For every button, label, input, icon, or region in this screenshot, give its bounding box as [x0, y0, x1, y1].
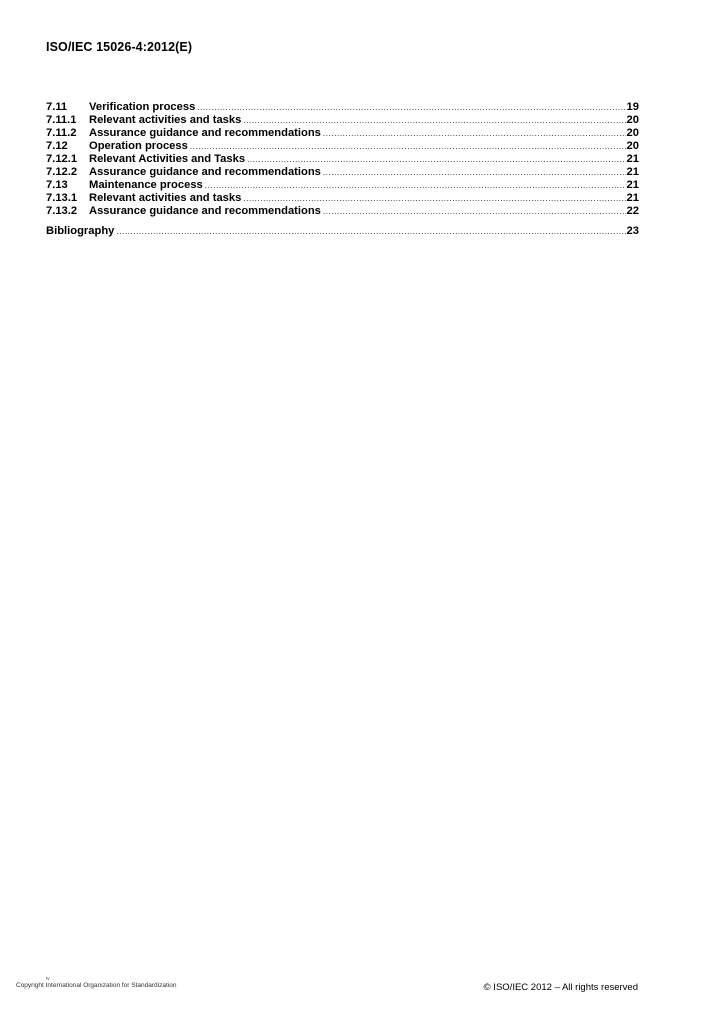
toc-number: 7.13.2 — [46, 205, 78, 217]
toc-leader-dots — [205, 179, 626, 192]
toc-leader-dots — [116, 225, 625, 238]
toc-page-number: 20 — [626, 140, 639, 152]
toc-number: 7.11.1 — [46, 114, 77, 126]
toc-entry[interactable] — [46, 153, 639, 166]
toc-title: Relevant activities and tasks — [89, 114, 242, 126]
page-mark: iv — [46, 976, 50, 982]
toc-title: Relevant activities and tasks — [89, 192, 242, 204]
toc-title: Assurance guidance and recommendations — [89, 205, 321, 217]
toc-number: 7.12.1 — [46, 153, 78, 165]
toc-leader-dots — [197, 101, 625, 114]
toc-entry[interactable] — [46, 205, 639, 218]
toc-title: Operation process — [89, 140, 188, 152]
footer-copyright-holder — [16, 976, 177, 989]
toc-page-number: 21 — [626, 179, 639, 191]
toc-page-number: 22 — [626, 205, 639, 217]
document-header: ISO/IEC 15026-4:2012(E) — [46, 40, 193, 54]
toc-number: 7.11.2 — [46, 127, 77, 139]
toc-title: Verification process — [89, 101, 196, 113]
toc-title: Assurance guidance and recommendations — [89, 127, 321, 139]
footer-copyright-notice: © ISO/IEC 2012 – All rights reserved — [483, 982, 638, 993]
toc-page-number: 19 — [626, 101, 639, 113]
toc-title: Relevant Activities and Tasks — [89, 153, 246, 165]
toc-leader-dots — [243, 192, 625, 205]
toc-number: 7.12.2 — [46, 166, 78, 178]
toc-title: Assurance guidance and recommendations — [89, 166, 321, 178]
toc-leader-dots — [247, 153, 625, 166]
toc-title: Bibliography — [46, 225, 115, 237]
toc-title: Maintenance process — [89, 179, 203, 191]
toc-page-number: 23 — [626, 225, 639, 237]
toc-entry-bibliography[interactable] — [46, 225, 639, 238]
toc-page-number: 20 — [626, 127, 639, 139]
toc-leader-dots — [190, 140, 626, 153]
toc-entry[interactable] — [46, 140, 639, 153]
toc-leader-dots — [323, 166, 626, 179]
toc-entry[interactable] — [46, 127, 639, 140]
toc-leader-dots — [323, 127, 626, 140]
footer-copyright-left: Copyright International Organization for Standardization — [16, 982, 177, 989]
toc-entry[interactable] — [46, 114, 639, 127]
toc-number: 7.11 — [46, 101, 68, 113]
toc-page-number: 21 — [626, 166, 639, 178]
toc-page-number: 20 — [626, 114, 639, 126]
toc-leader-dots — [323, 205, 626, 218]
toc-page-number: 21 — [626, 153, 639, 165]
toc-page-number: 21 — [626, 192, 639, 204]
toc-leader-dots — [243, 114, 625, 127]
toc-entry[interactable] — [46, 179, 639, 192]
toc-number: 7.12 — [46, 140, 68, 152]
toc-entry[interactable] — [46, 166, 639, 179]
table-of-contents — [46, 101, 639, 238]
toc-number: 7.13 — [46, 179, 68, 191]
toc-number: 7.13.1 — [46, 192, 78, 204]
toc-entry[interactable] — [46, 101, 639, 114]
toc-entry[interactable] — [46, 192, 639, 205]
